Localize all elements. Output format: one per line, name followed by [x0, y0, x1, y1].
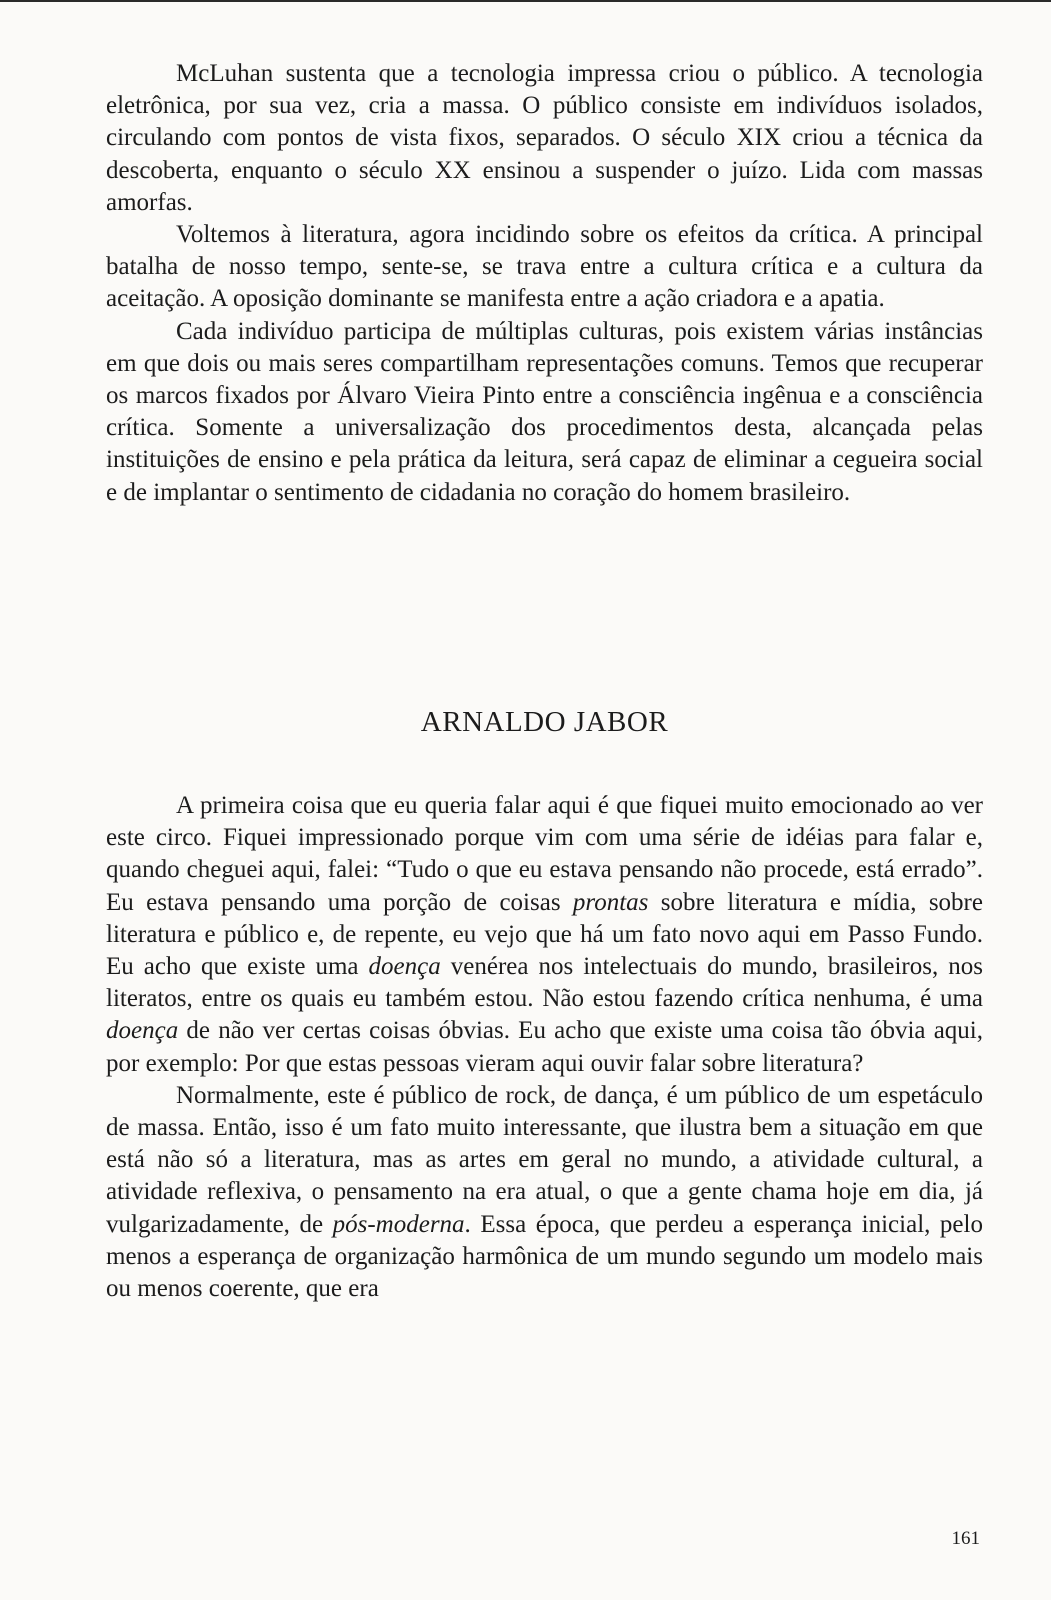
text-run: de não ver certas coisas óbvias. Eu acho que existe uma coisa tão óbvia aqui, por exemplo: Por que estas pessoas vieram aqui ouvir falar sobre literatura? [106, 1017, 983, 1077]
emphasis-prontas: prontas [572, 888, 649, 916]
paragraph-literatura-critica: Voltemos à literatura, agora incidindo sobre os efeitos da crítica. A principal batalha de nosso tempo, sente-se, se trava entre a cultura crítica e a cultura da aceitação. A oposição dominante se manifesta entre a ação criadora e a apatia. [106, 221, 983, 313]
emphasis-pos-moderna: pós-moderna [332, 1210, 465, 1238]
emphasis-doenca: doença [368, 953, 441, 981]
text-run: Normalmente, este é público de rock, de dança, é um público de um espetáculo de massa. Então, isso é um fato muito interessante, que ilustra bem a situação em que está não só a literatura, mas as artes em geral no mundo, a atividade cultural, a atividade reflexiva, o pensamento na era atual, o que a gente chama hoje em dia, já vulgarizadamente, de [106, 1081, 983, 1238]
section-heading: ARNALDO JABOR [420, 706, 669, 738]
paragraph-publico-massa [106, 1080, 983, 1305]
emphasis-doenca-2: doença [106, 1017, 179, 1045]
text-run: venérea nos intelectuais do mundo, brasileiros, nos literatos, entre os quais eu também estou. Não estou fazendo crítica nenhuma, é uma [106, 953, 983, 1013]
text-run: sobre literatura e mídia, sobre literatura e público e, de repente, eu vejo que há um fato novo aqui em Passo Fundo. Eu acho que existe uma [106, 888, 983, 981]
speaker-section [106, 790, 983, 1305]
paragraph-mcluhan: McLuhan sustenta que a tecnologia impressa criou o público. A tecnologia eletrônica, por sua vez, cria a massa. O público consiste em indivíduos isolados, circulando com pontos de vista fixos, separados. O século XIX criou a técnica da descoberta, enquanto o século XX ensinou a suspender o juízo. Lida com massas amorfas. [106, 60, 983, 216]
top-rule [0, 0, 1051, 2]
paragraph-multiplas-culturas: Cada indivíduo participa de múltiplas culturas, pois existem várias instâncias em que dois ou mais seres compartilham representações comuns. Temos que recuperar os marcos fixados por Álvaro Vieira Pinto entre a consciência ingênua e a consciência crítica. Somente a universalização dos procedimentos desta, alcançada pelas instituições de ensino e pela prática da leitura, será capaz de eliminar a cegueira social e de implantar o sentimento de cidadania no coração do homem brasileiro. [106, 317, 983, 506]
essay-continuation [106, 58, 983, 509]
page-number: 161 [951, 1528, 980, 1549]
paragraph-circo [106, 790, 983, 1080]
text-run: . Essa época, que perdeu a esperança inicial, pelo menos a esperança de organização harmônica de um mundo segundo um modelo mais ou menos coerente, que era [106, 1210, 983, 1303]
text-run: A primeira coisa que eu queria falar aqui é que fiquei muito emocionado ao ver este circo. Fiquei impressionado porque vim com uma série de idéias para falar e, quando cheguei aqui, falei: “Tudo o que eu estava pensando não procede, está errado”. Eu estava pensando uma porção de coisas [106, 792, 983, 916]
